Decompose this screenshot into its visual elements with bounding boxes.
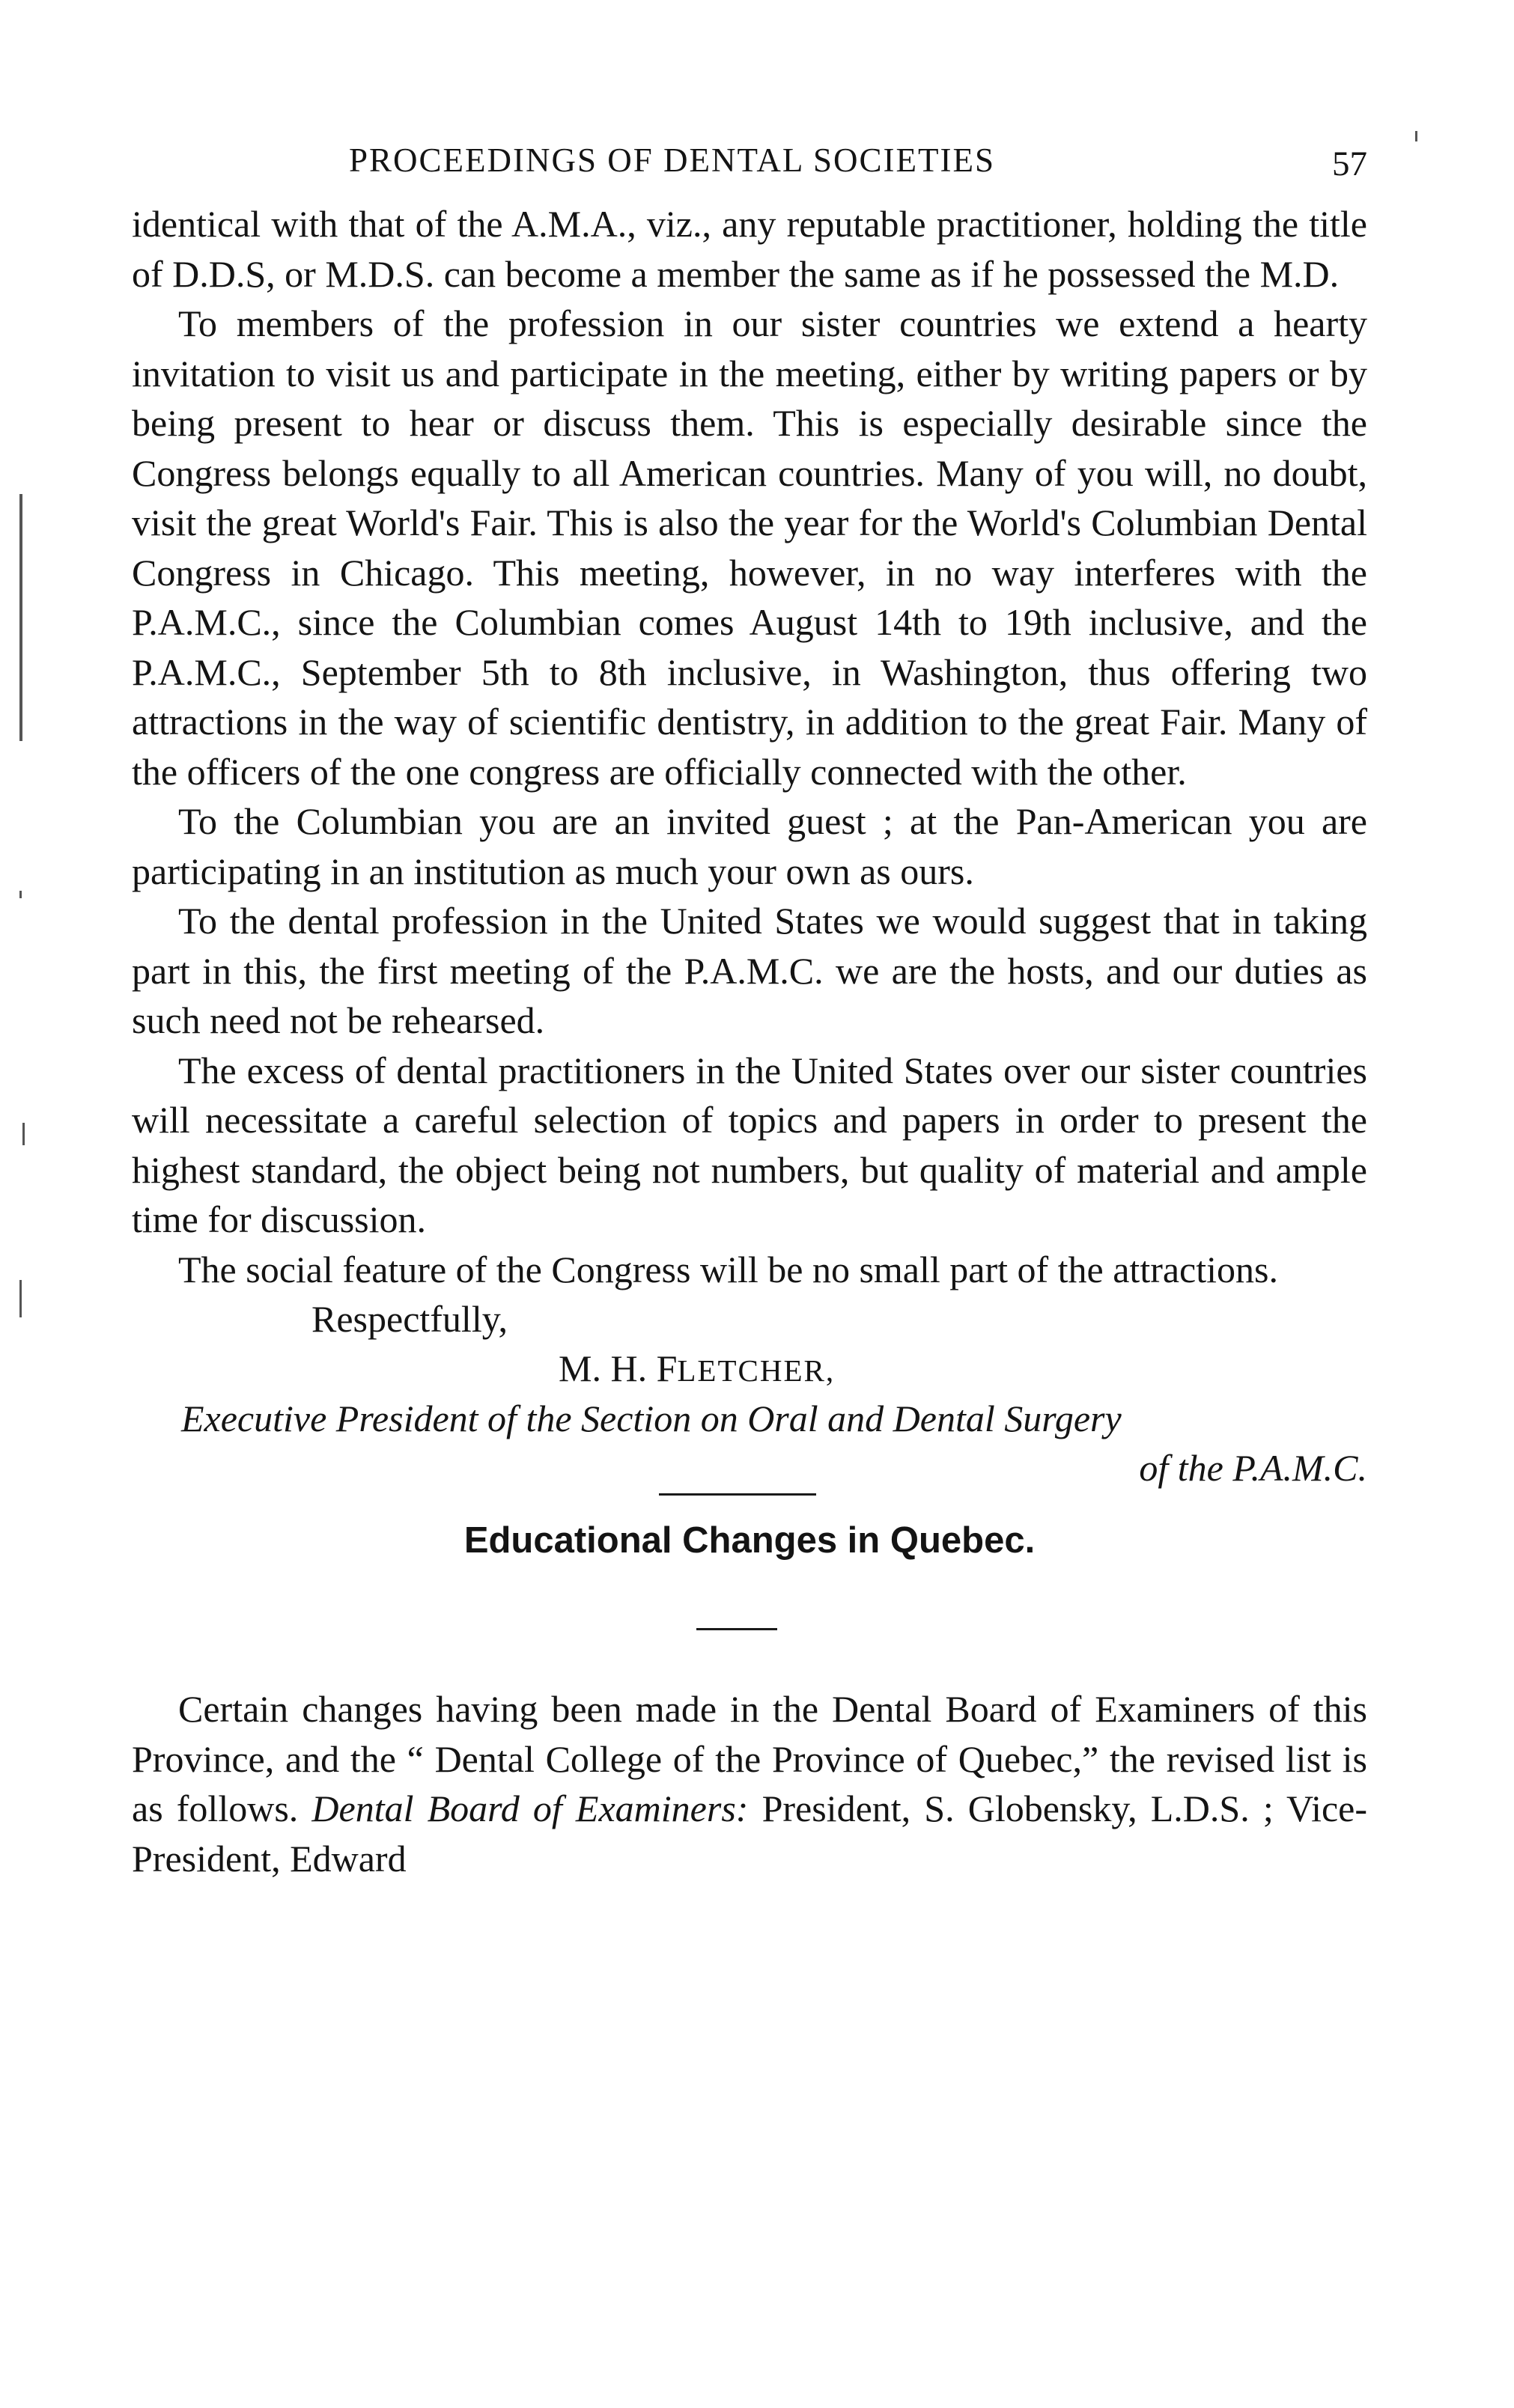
section-heading: Educational Changes in Quebec. (463, 1520, 1036, 1561)
paragraph-quebec-tail: President, S. Globensky, L.D.S. ; Vice-President, Edward (132, 1787, 1367, 1880)
signature-block (132, 1294, 1367, 1493)
page-number: 57 (1332, 144, 1367, 183)
paragraph-invitation: To members of the profession in our sister countries we extend a hearty invitation to visit us and participate in the meeting, either by writing papers or by being present to hear or discuss them. This is especially desirable since the Congress belongs equally to all American countries. Many of you will, no doubt, visit the great World's Fair. This is also the year for the World's Columbian Dental Congress in Chicago. This meeting, however, in no way interferes with the P.A.M.C., since the Columbian comes August 14th to 19th inclusive, and the P.A.M.C., September 5th to 8th inclusive, in Washington, thus offering two attractions in the way of scientific dentistry, in addition to the great Fair. Many of the officers of the one congress are officially connected with the other. (132, 302, 1367, 793)
paragraph-columbian: To the Columbian you are an invited guest ; at the Pan-American you are participating in an institution as much your own as ours. (132, 800, 1367, 892)
section-divider (659, 1493, 816, 1496)
signer-surname: LETCHER, (677, 1353, 836, 1388)
signer-title-line2: of the P.A.M.C. (1139, 1447, 1367, 1489)
margin-dot (1415, 131, 1417, 141)
signer-title-line1: Executive President of the Section on Oral and Dental Surgery (181, 1397, 1122, 1439)
paragraph-us-profession: To the dental profession in the United States we would suggest that in taking part in this, the first meeting of the P.A.M.C. we are the hosts, and our duties as such need not be rehearsed. (132, 900, 1367, 1041)
running-head: PROCEEDINGS OF DENTAL SOCIETIES (349, 141, 995, 179)
closing: Respectfully, (311, 1298, 508, 1340)
paragraph-continuation: identical with that of the A.M.A., viz., any reputable practitioner, holding the title of D.D.S, or M.D.S. can become a member the same as if he possessed the M.D. (132, 203, 1367, 295)
page-header (132, 141, 1367, 193)
paragraph-selection: The excess of dental practitioners in the United States over our sister countries will necessitate a careful selection of topics and papers in order to present the highest standard, the object being not numbers, but quality of material and ample time for discussion. (132, 1049, 1367, 1240)
paragraph-quebec-lead: Certain changes having been made in the Dental Board of Examiners of this Province, and the “ Dental College of the Province of Quebec,” the revised list is as follows. (132, 1688, 1367, 1829)
section-body (132, 1684, 1367, 1883)
paragraph-social: The social feature of the Congress will be no small part of the attractions. (178, 1248, 1278, 1290)
margin-dot (19, 1280, 22, 1317)
margin-dot (19, 891, 22, 898)
signer-initials: M. H. F (559, 1347, 678, 1389)
paragraph-quebec (132, 1684, 1367, 1883)
letter-body (132, 199, 1367, 1493)
binding-line (19, 494, 22, 741)
margin-dot (22, 1123, 25, 1145)
signer-name (559, 1344, 835, 1396)
heading-rule (696, 1628, 777, 1630)
paragraph-quebec-italic: Dental Board of Examiners: (311, 1787, 749, 1829)
